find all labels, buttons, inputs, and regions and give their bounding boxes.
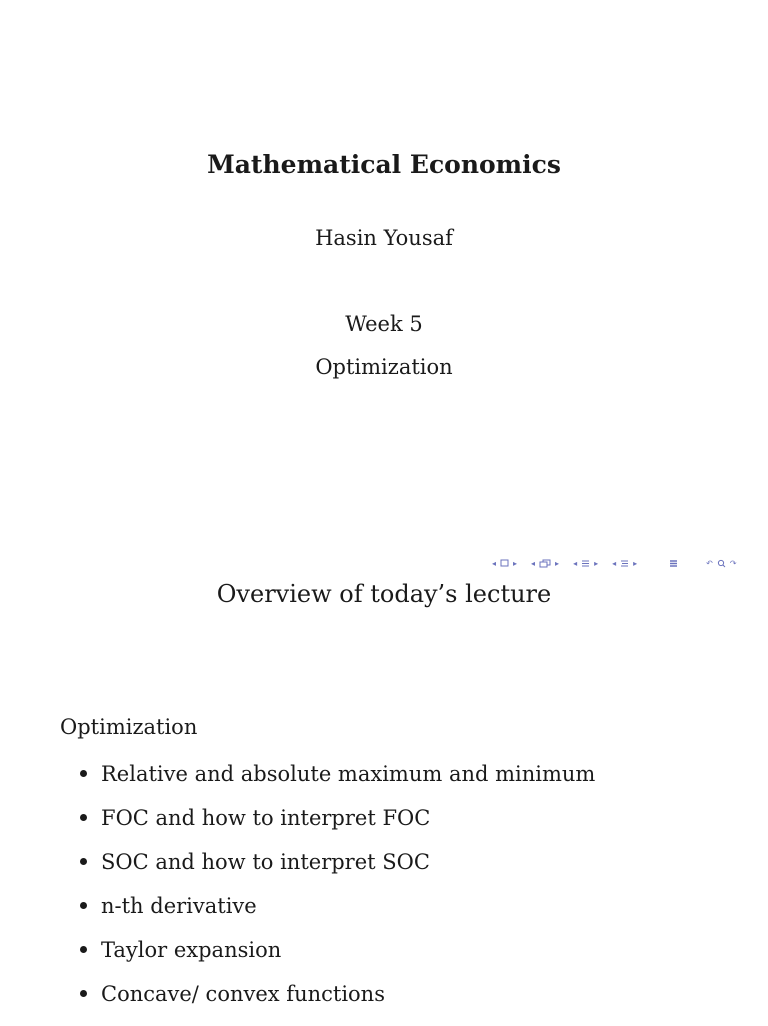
arrow-left-icon[interactable]: ◂ (492, 558, 497, 568)
bullet-icon (80, 902, 87, 909)
list-item (80, 850, 595, 894)
beamer-navigation-bar (490, 556, 762, 570)
topic-label: Optimization (315, 355, 453, 379)
arrow-right-icon[interactable]: ▸ (555, 558, 560, 568)
bullet-icon (80, 858, 87, 865)
list-item (80, 982, 595, 1026)
bullet-icon (80, 946, 87, 953)
bullet-icon (80, 990, 87, 997)
redo-icon[interactable]: ↷ (729, 558, 737, 568)
bullet-icon (80, 814, 87, 821)
frame-nav (490, 559, 519, 568)
frame-title: Overview of today’s lecture (216, 580, 552, 608)
undo-icon[interactable]: ↶ (706, 558, 713, 568)
search-icon[interactable] (717, 559, 726, 568)
list-item (80, 762, 595, 806)
bullet-text: FOC and how to interpret FOC (101, 806, 431, 830)
arrow-right-icon[interactable]: ▸ (594, 558, 599, 568)
bullet-icon (80, 770, 87, 777)
arrow-left-icon[interactable]: ◂ (531, 558, 536, 568)
subsection-icon[interactable] (620, 559, 629, 568)
slide-title: Mathematical Economics (207, 150, 561, 179)
section-heading: Optimization (60, 715, 198, 739)
bullet-text: SOC and how to interpret SOC (101, 850, 430, 874)
bullet-text: Concave/ convex functions (101, 982, 385, 1006)
menu-icon[interactable] (669, 559, 678, 568)
section-nav (571, 559, 600, 568)
bullet-text: Taylor expansion (101, 938, 282, 962)
list-item (80, 938, 595, 982)
list-item (80, 806, 595, 850)
menu-nav (667, 559, 680, 568)
bullet-text: n-th derivative (101, 894, 257, 918)
author-name: Hasin Yousaf (315, 226, 453, 250)
slides-nav (529, 559, 561, 568)
arrow-left-icon[interactable]: ◂ (612, 558, 617, 568)
arrow-right-icon[interactable]: ▸ (513, 558, 518, 568)
arrow-left-icon[interactable]: ◂ (573, 558, 578, 568)
bullet-list (80, 762, 595, 1026)
bullet-text: Relative and absolute maximum and minimum (101, 762, 596, 786)
list-item (80, 894, 595, 938)
section-icon[interactable] (581, 559, 590, 568)
subsection-nav (610, 559, 639, 568)
search-nav (704, 559, 738, 568)
slides-icon[interactable] (539, 559, 551, 568)
arrow-right-icon[interactable]: ▸ (633, 558, 638, 568)
week-label: Week 5 (345, 312, 423, 336)
frame-icon[interactable] (500, 559, 509, 567)
